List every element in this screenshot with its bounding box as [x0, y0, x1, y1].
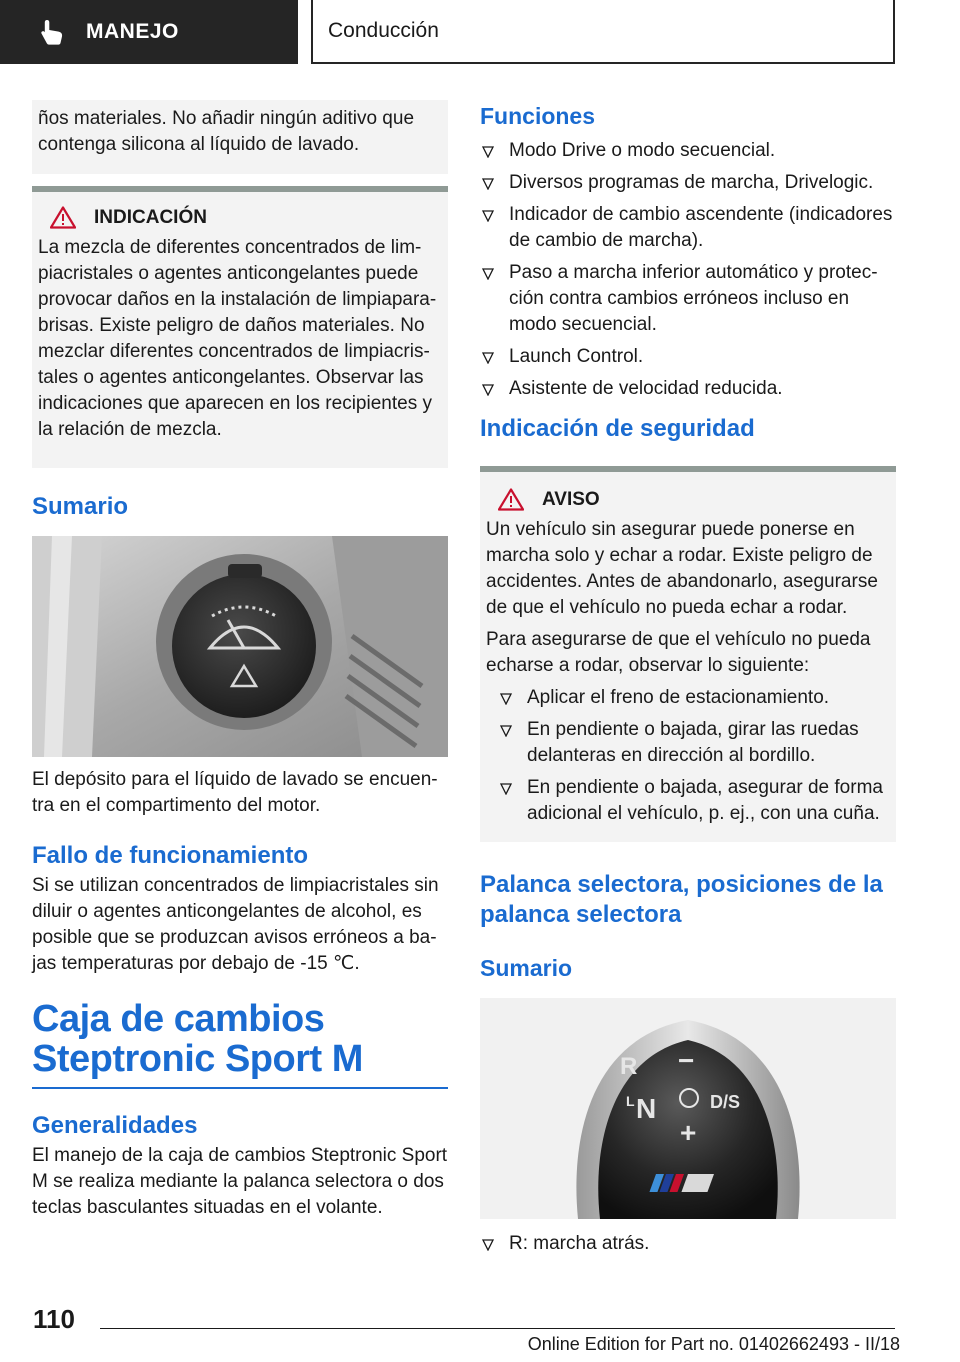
- chapter-tab[interactable]: [0, 0, 298, 64]
- triangle-bullet-icon: [482, 384, 494, 396]
- knob-label-r: R: [620, 1053, 638, 1080]
- triangle-bullet-icon: [500, 725, 512, 737]
- continued-note-box: [32, 100, 448, 174]
- triangle-bullet-icon: [482, 268, 494, 280]
- list-item: Paso a marcha inferior automático y protección contra cambios erróneos incluso en modo secuencial.: [480, 260, 896, 338]
- gear-selector-photo: [480, 998, 896, 1219]
- warning-triangle-icon: [498, 488, 524, 511]
- knob-label-minus: −: [678, 1045, 695, 1076]
- section-header: [311, 0, 895, 64]
- list-item: Indicador de cambio ascendente (indicadores de cambio de marcha).: [480, 202, 896, 254]
- list-item: Asistente de velocidad reducida.: [480, 376, 896, 402]
- palanca-heading: Palanca selectora, posiciones de la palanca selectora: [480, 871, 883, 928]
- selector-list: [480, 1231, 896, 1257]
- page-number: 110: [33, 1304, 75, 1334]
- aviso-title: AVISO: [542, 488, 600, 510]
- footer-divider: [100, 1328, 895, 1329]
- generalidades-text: El manejo de la caja de cambios Steptronic Sport M se realiza mediante la palanca selectora o dos teclas basculantes situadas en el volante.: [32, 1145, 448, 1218]
- right-column: [480, 100, 896, 1263]
- left-column: [32, 100, 448, 1221]
- list-item: Launch Control.: [480, 344, 896, 370]
- sumario-heading: Sumario: [32, 493, 129, 520]
- list-item: Diversos programas de marcha, Drivelogic.: [480, 170, 896, 196]
- list-item: R: marcha atrás.: [480, 1231, 896, 1257]
- knob-label-n: N: [636, 1093, 657, 1124]
- triangle-bullet-icon: [482, 352, 494, 364]
- triangle-bullet-icon: [500, 693, 512, 705]
- triangle-bullet-icon: [482, 178, 494, 190]
- photo-caption: El depósito para el líquido de lavado se encuentra en el compartimento del motor.: [32, 769, 438, 816]
- caja-heading: Caja de cambios Steptronic Sport M: [32, 998, 363, 1080]
- list-item: Aplicar el freno de estacionamiento.: [498, 685, 890, 711]
- knob-label-l: L: [626, 1093, 635, 1109]
- warning-title-row: [50, 206, 442, 229]
- aviso-list: [498, 685, 890, 827]
- list-item: Modo Drive o modo secuencial.: [480, 138, 896, 164]
- generalidades-heading: Generalidades: [32, 1112, 198, 1139]
- section-title: Conducción: [328, 19, 439, 42]
- funciones-heading: Funciones: [480, 103, 596, 129]
- triangle-bullet-icon: [482, 146, 494, 158]
- warning-triangle-icon: [50, 206, 76, 229]
- footer-edition: Online Edition for Part no. 01402662493 - II/18: [527, 1334, 900, 1354]
- caja-heading-block: [32, 999, 448, 1089]
- knob-label-plus: +: [680, 1117, 697, 1148]
- aviso-title-row: [498, 488, 890, 511]
- warning-title: INDICACIÓN: [94, 206, 207, 228]
- hand-pointer-icon: [40, 19, 64, 45]
- continued-note-text: ños materiales. No añadir ningún aditivo que contenga silicona al líquido de lavado.: [38, 108, 415, 155]
- sumario-subheading: Sumario: [480, 955, 573, 981]
- fallo-text: Si se utilizan concentrados de limpiacristales sin diluir o agentes anticongelantes de alcohol, es posible que se produzcan avisos erróneos a bajas temperaturas por debajo de -15 ℃.: [32, 875, 439, 974]
- triangle-bullet-icon: [482, 210, 494, 222]
- seguridad-heading: Indicación de seguridad: [480, 415, 755, 442]
- fallo-heading: Fallo de funcionamiento: [32, 842, 309, 869]
- aviso-box: [480, 466, 896, 842]
- aviso-paragraph-1: Un vehículo sin asegurar puede ponerse en marcha solo y echar a rodar. Existe peligro de accidentes. Antes de abandonarlo, asegurarse de que el vehículo no pueda echar a rodar.: [486, 519, 878, 618]
- warning-box: [32, 186, 448, 468]
- washer-reservoir-photo: [32, 536, 448, 757]
- chapter-label: MANEJO: [86, 20, 179, 43]
- knob-label-ds: D/S: [710, 1092, 741, 1112]
- triangle-bullet-icon: [482, 1239, 494, 1251]
- list-item: En pendiente o bajada, asegurar de forma adicional el vehículo, p. ej., con una cuña.: [498, 775, 890, 827]
- warning-text: La mezcla de diferentes concentrados de limpiacristales o agentes anticongelantes puede provocar daños en la instalación de limpiaparabrisas. Existe peligro de daños materiales. No mezclar diferentes concentrados de limpiacristales o agentes anticongelantes. Observar las indicaciones que aparecen en los recipientes y la relación de mezcla.: [38, 237, 437, 440]
- list-item: En pendiente o bajada, girar las ruedas delanteras en dirección al bordillo.: [498, 717, 890, 769]
- triangle-bullet-icon: [500, 783, 512, 795]
- funciones-list: [480, 138, 896, 402]
- aviso-paragraph-2: Para asegurarse de que el vehículo no pueda echarse a rodar, observar lo siguiente:: [486, 629, 871, 676]
